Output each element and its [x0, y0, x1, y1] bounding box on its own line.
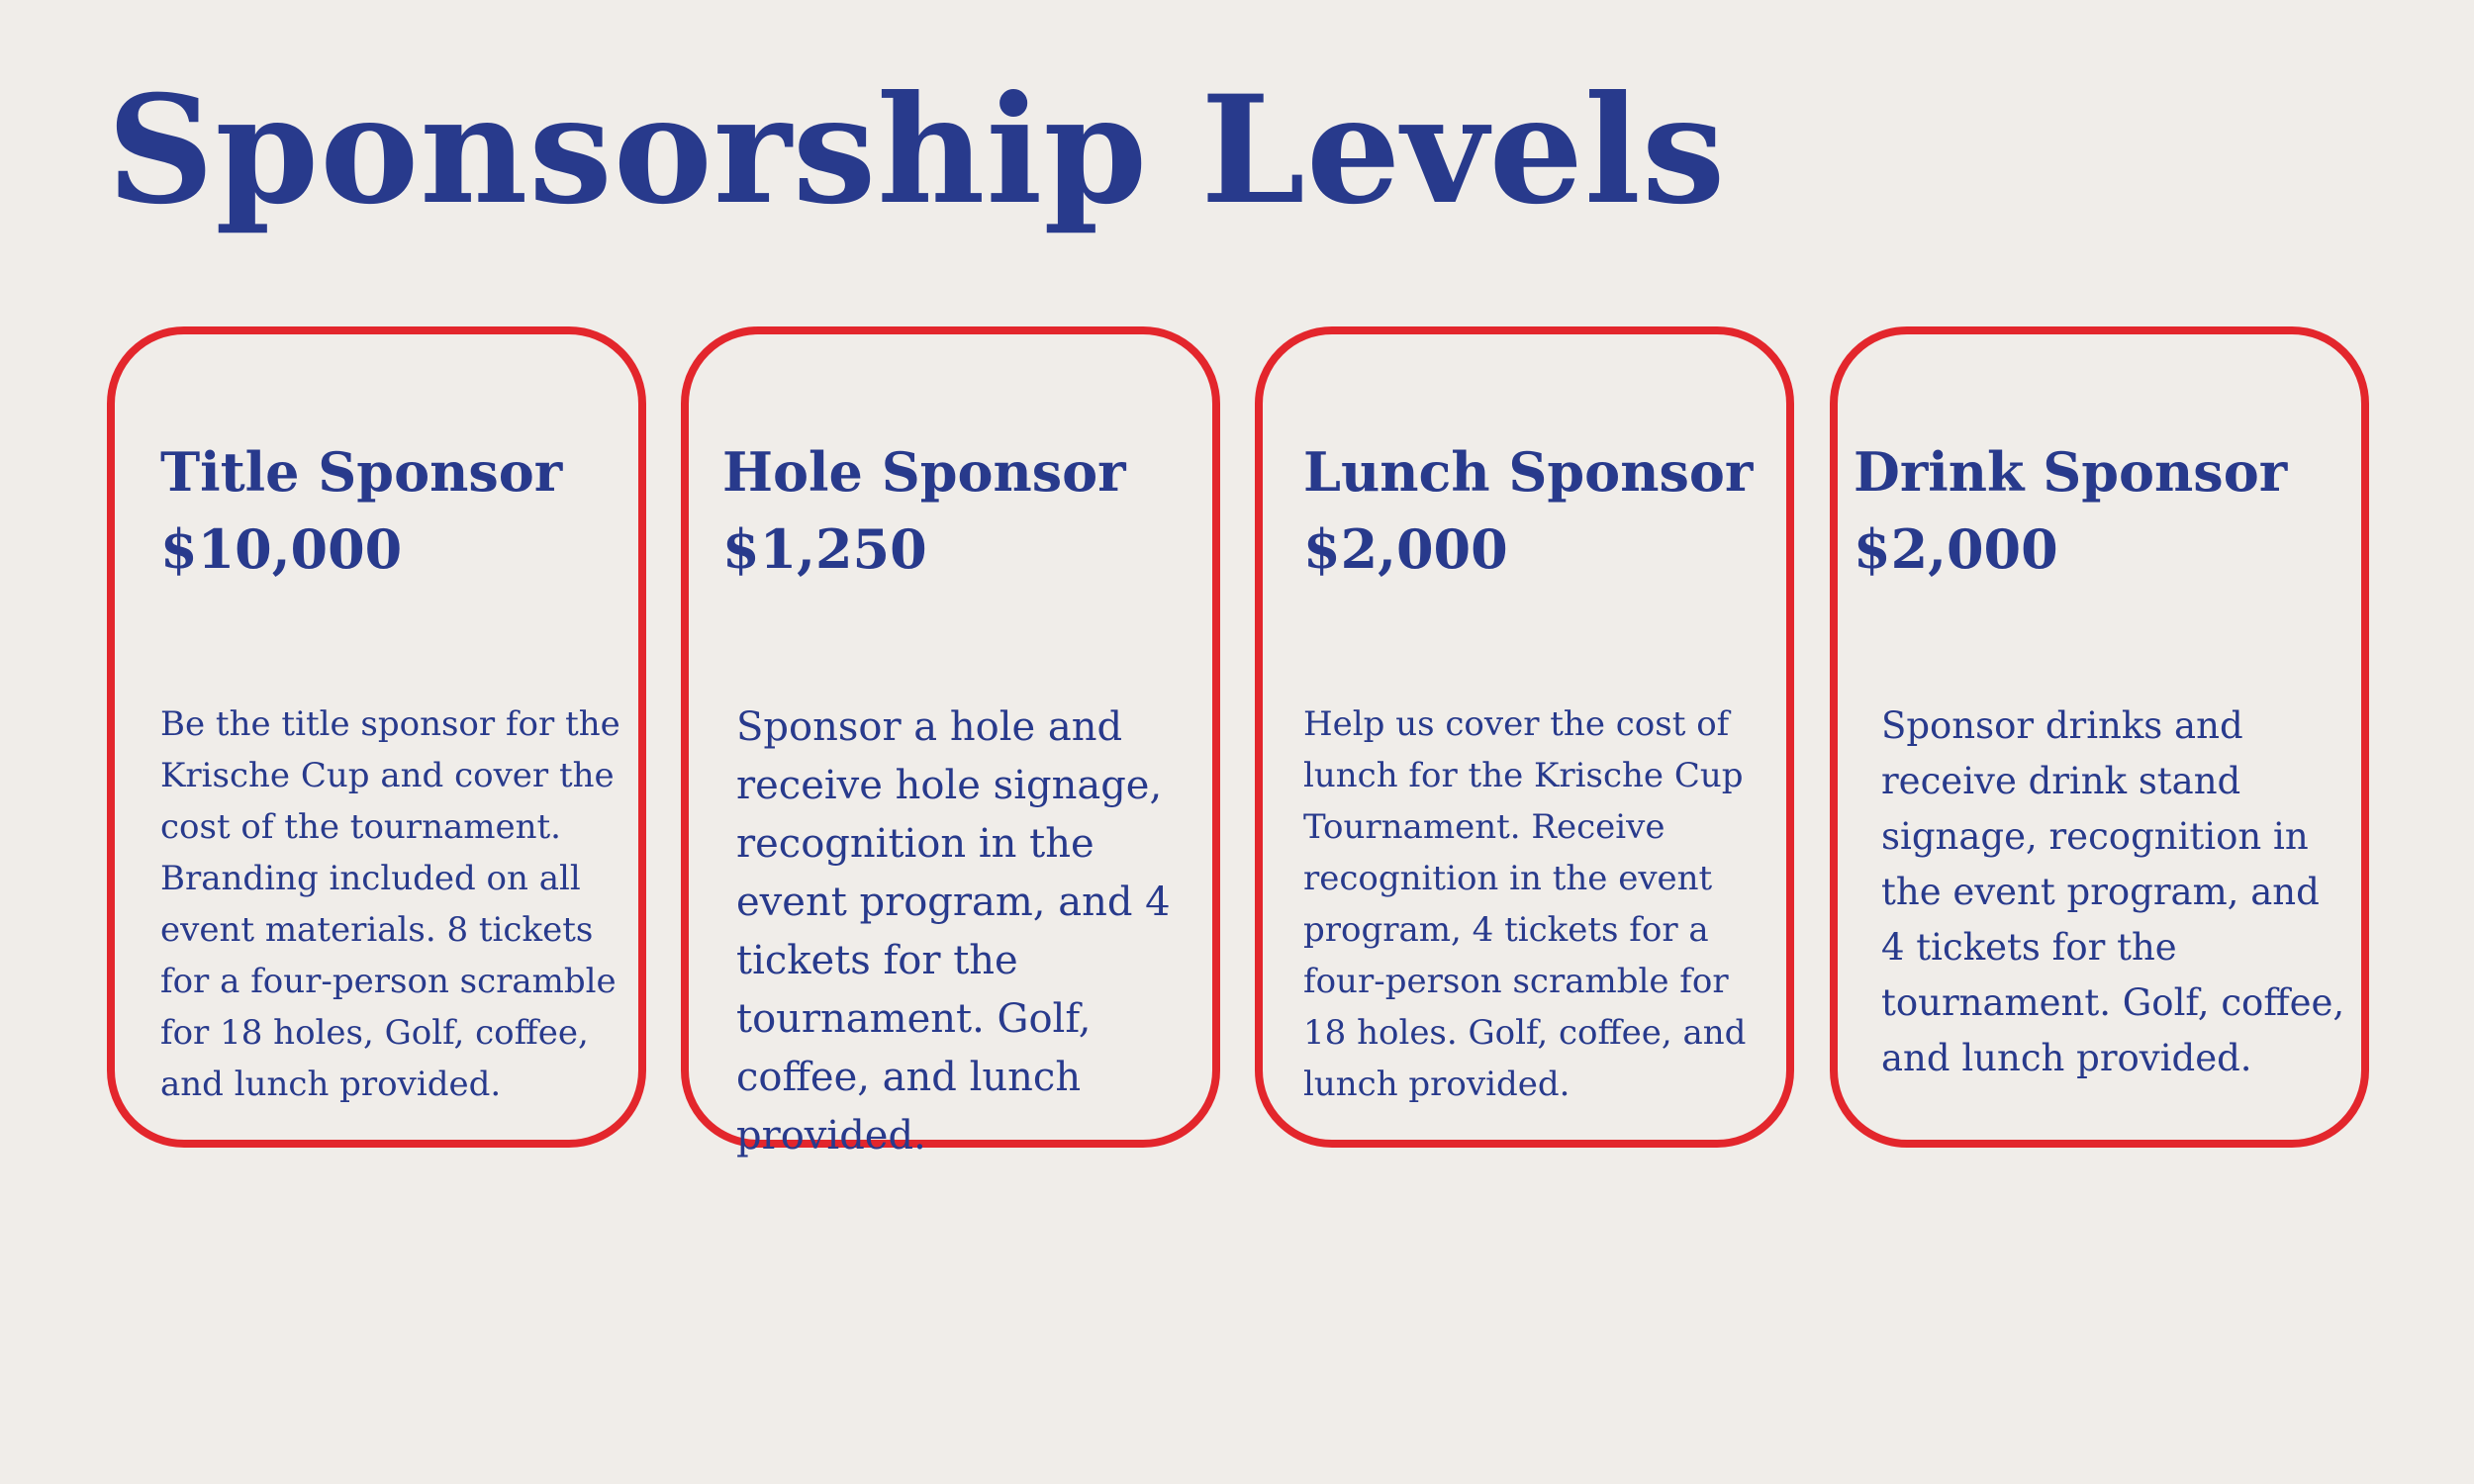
sponsor-price: $2,000 [1303, 517, 1508, 581]
sponsor-price: $2,000 [1854, 517, 2058, 581]
sponsor-name: Lunch Sponsor [1303, 440, 1754, 504]
sponsor-card-title [107, 326, 646, 1148]
sponsor-description: Sponsor a hole and receive hole signage, recognition in the event program, and 4 tickets for the tournament. Golf, coffee, and lunch provided. [736, 704, 1171, 1159]
sponsor-name: Drink Sponsor [1854, 440, 2288, 504]
sponsor-description: Help us cover the cost of lunch for the Krische Cup Tournament. Receive recognition in the event program, 4 tickets for a four-person scramble for 18 holes. Golf, coffee, and lunch provided. [1303, 704, 1747, 1104]
page-title: Sponsorship Levels [107, 63, 1727, 237]
sponsor-card-hole [681, 326, 1220, 1159]
sponsor-name: Hole Sponsor [722, 440, 1126, 504]
sponsor-description: Sponsor drinks and receive drink stand signage, recognition in the event program, and 4 tickets for the tournament. Golf, coffee, and lunch provided. [1881, 704, 2345, 1079]
sponsor-price: $10,000 [160, 517, 403, 581]
sponsor-card-drink [1830, 326, 2369, 1148]
sponsor-description: Be the title sponsor for the Krische Cup and cover the cost of the tournament. Branding included on all event materials. 8 tickets for a four-person scramble for 18 holes, Golf, coffee, and lunch provided. [160, 704, 620, 1104]
sponsor-price: $1,250 [722, 517, 927, 581]
sponsor-name: Title Sponsor [160, 440, 563, 504]
sponsor-card-lunch [1255, 326, 1794, 1148]
